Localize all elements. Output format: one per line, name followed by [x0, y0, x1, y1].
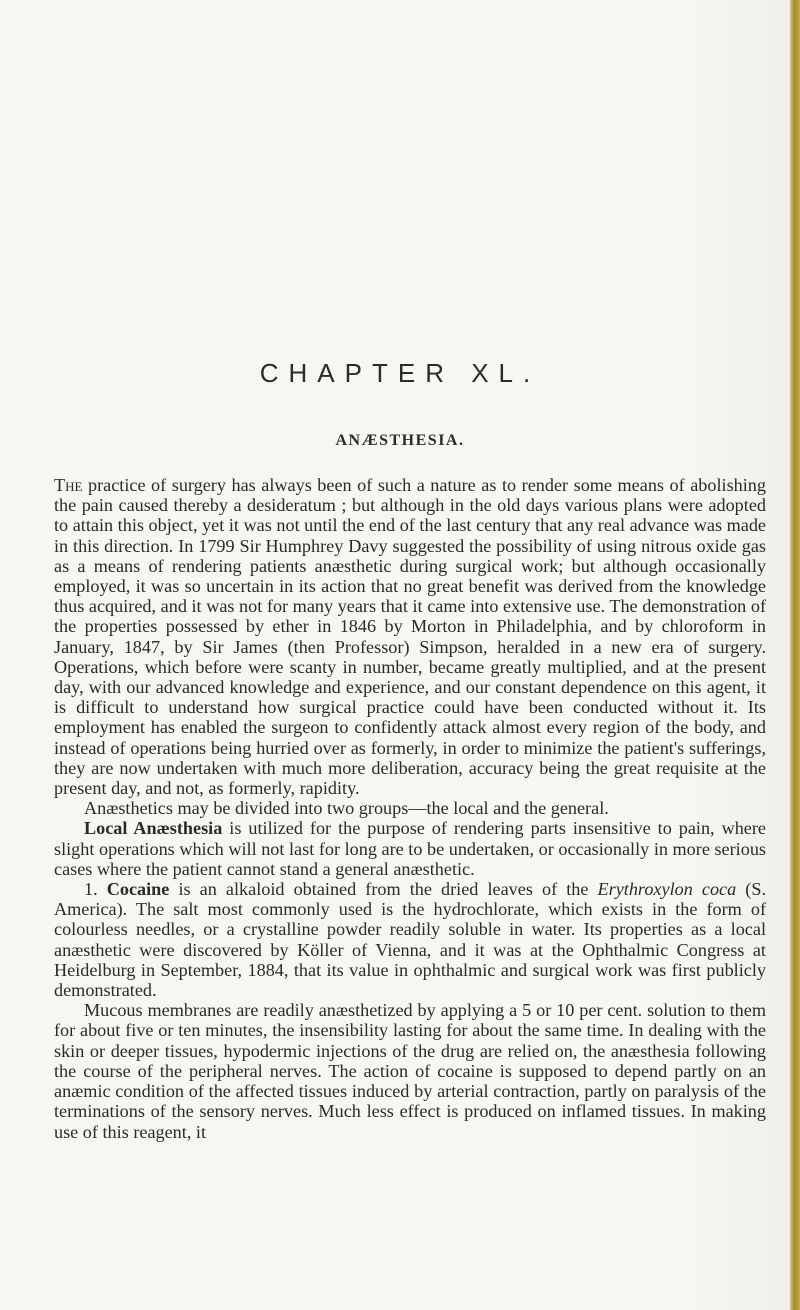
paragraph-mucous-membranes	[54, 1000, 766, 1141]
paragraph-bold-lead: Local Anæsthesia	[84, 818, 223, 839]
paragraph-anaesthetic-groups	[54, 798, 766, 818]
paragraph-text: practice of surgery has always been of such a nature as to render some means of abolishing the pain caused thereby a desideratum ; but although in the old days various plans were adopted to attain this object, yet it was not until the end of the last century that any real advance was made in this direction. In 1799 Sir Humphrey Davy suggested the possibility of using nitrous oxide gas as a means of rendering patients anæsthetic during surgical work; but although occasionally employed, it was so uncertain in its action that no great benefit was derived from the knowledge thus acquired, and it was not for many years that it came into extensive use. The demonstration of the properties possessed by ether in 1846 by Morton in Philadelphia, and by chloroform in January, 1847, by Sir James (then Professor) Simpson, heralded in a new era of surgery. Operations, which before were scanty in number, became greatly multiplied, and at the present day, with our advanced knowledge and experience, and our constant dependence on this agent, it is difficult to understand how surgical practice could have been conducted without it. Its employment has enabled the surgeon to confidently attack almost every region of the body, and instead of operations being hurried over as formerly, in order to minimize the patient's sufferings, they are now undertaken with much more deliberation, accuracy being the great requisite at the present day, and not, as formerly, rapidity.	[54, 475, 766, 799]
paragraph-text: (S. America). The salt most commonly used is the hydrochlorate, which exists in the form of colourless needles, or a crystalline powder readily soluble in water. Its properties as a local anæsthetic were discovered by Köller of Vienna, and it was at the Ophthalmic Congress at Heidelburg in September, 1884, that its value in ophthalmic and surgical work was first publicly demonstrated.	[54, 879, 767, 1001]
body-text	[54, 475, 766, 1142]
chapter-heading: CHAPTER XL.	[259, 358, 541, 388]
item-number: 1.	[84, 879, 107, 900]
paragraph-local-anaesthesia	[54, 818, 766, 879]
species-name: Erythroxylon coca	[597, 879, 737, 900]
paragraph-text: is an alkaloid obtained from the dried leaves of the	[169, 879, 598, 900]
page-edge	[790, 0, 800, 1310]
paragraph-text: is utilized for the purpose of rendering parts insensitive to pain, where slight operations which will not last for long are to be undertaken, or occasionally in more serious cases where the patient cannot stand a general anæsthetic.	[54, 818, 767, 879]
paragraph-cocaine	[54, 879, 766, 1000]
section-title: ANÆSTHESIA.	[335, 432, 465, 449]
paragraph-bold-lead: Cocaine	[106, 879, 170, 900]
paragraph-lead-word: The	[54, 475, 83, 495]
paragraph-introduction	[54, 475, 766, 798]
paragraph-text: Anæsthetics may be divided into two groups—the local and the general.	[84, 798, 609, 819]
paragraph-text: Mucous membranes are readily anæsthetized by applying a 5 or 10 per cent. solution to them for about five or ten minutes, the insensibility lasting for about the same time. In dealing with the skin or deeper tissues, hypodermic injections of the drug are relied on, the anæsthesia following the course of the peripheral nerves. The action of cocaine is supposed to depend partly on an anæmic condition of the affected tissues induced by arterial contraction, partly on paralysis of the terminations of the sensory nerves. Much less effect is produced on inflamed tissues. In making use of this reagent, it	[54, 1000, 766, 1142]
